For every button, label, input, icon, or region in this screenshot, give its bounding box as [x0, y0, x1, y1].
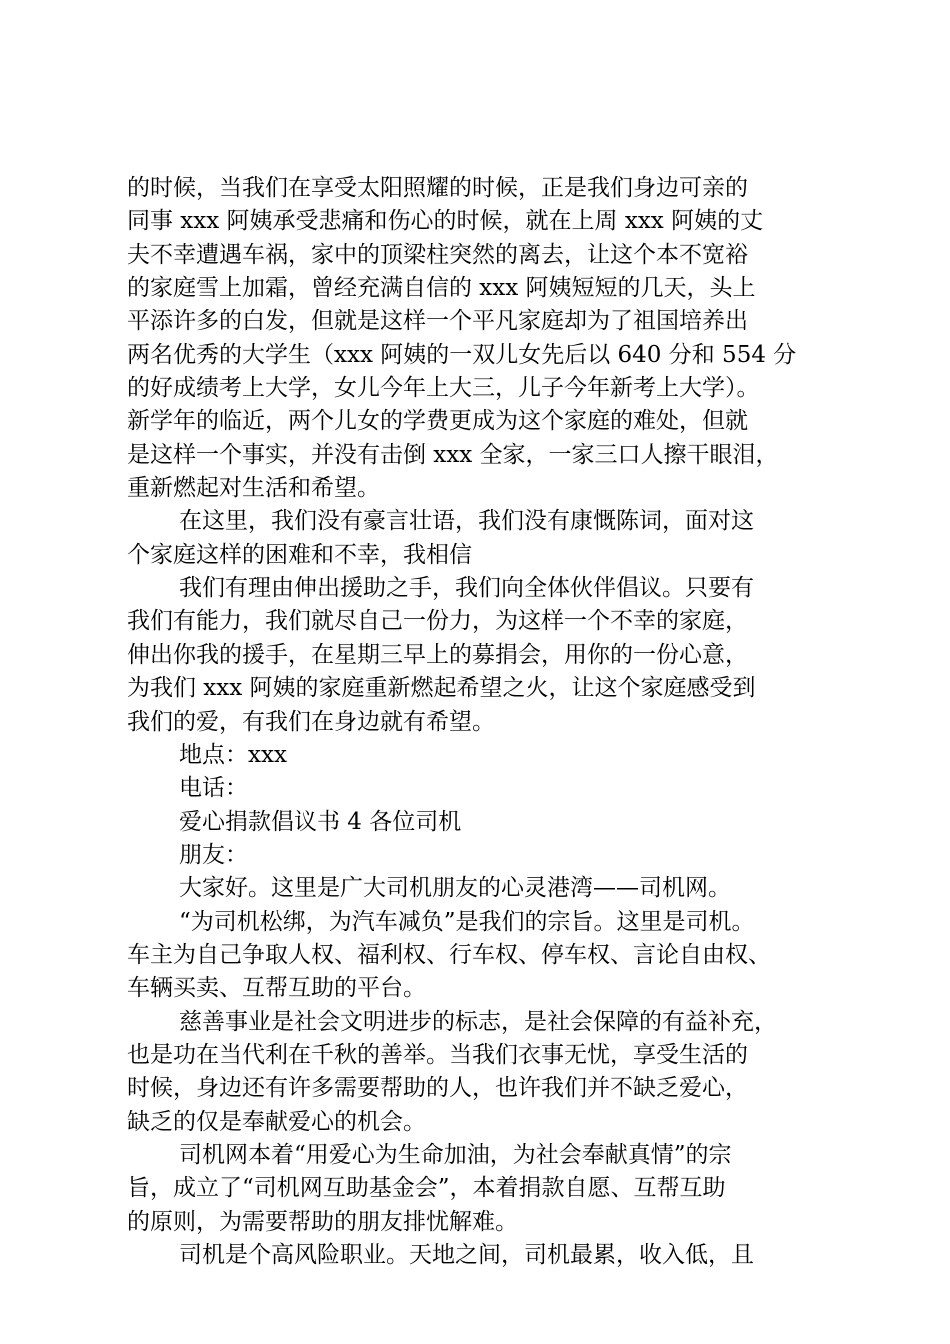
paragraph — [127, 806, 831, 839]
text-line: 也是功在当代利在千秋的善举。当我们衣事无忧，享受生活的 — [127, 1041, 748, 1068]
text-line: 车主为自己争取人权、福利权、行车权、停车权、言论自由权、 — [127, 941, 771, 968]
text-line: 夫不幸遭遇车祸，家中的顶梁柱突然的离去，让这个本不宽裕 — [127, 241, 748, 268]
text-line: 爱心捐款倡议书 4 各位司机 — [179, 808, 462, 835]
text-line: 地点：xxx — [179, 741, 287, 768]
text-line: 电话： — [179, 775, 248, 802]
text-line: 缺乏的仅是奉献爱心的机会。 — [127, 1108, 426, 1135]
text-line: 我们有理由伸出援助之手，我们向全体伙伴倡议。只要有 — [179, 575, 754, 602]
text-line: 朋友： — [179, 841, 248, 868]
paragraph — [127, 906, 831, 1006]
text-line: 为我们 xxx 阿姨的家庭重新燃起希望之火，让这个家庭感受到 — [127, 675, 756, 702]
text-line: 在这里，我们没有豪言壮语，我们没有康慨陈词，面对这 — [179, 508, 754, 535]
text-line: 司机网本着“用爱心为生命加油，为社会奉献真情”的宗 — [179, 1141, 732, 1168]
text-line: 伸出你我的援手，在星期三早上的募捐会，用你的一份心意， — [127, 641, 748, 668]
text-line: “为司机松绑，为汽车减负”是我们的宗旨。这里是司机。 — [179, 908, 755, 935]
text-line: 我们的爱，有我们在身边就有希望。 — [127, 708, 495, 735]
text-line: 重新燃起对生活和希望。 — [127, 475, 380, 502]
text-line: 新学年的临近，两个儿女的学费更成为这个家庭的难处，但就 — [127, 408, 748, 435]
text-line: 平添许多的白发，但就是这样一个平凡家庭却为了祖国培养出 — [127, 308, 748, 335]
text-line: 是这样一个事实，并没有击倒 xxx 全家，一家三口人擦干眼泪， — [127, 441, 779, 468]
text-line: 司机是个高风险职业。天地之间，司机最累，收入低，且 — [179, 1242, 754, 1268]
text-line: 同事 xxx 阿姨承受悲痛和伤心的时候，就在上周 xxx 阿姨的丈 — [127, 208, 764, 235]
text-line: 车辆买卖、互帮互助的平台。 — [127, 975, 426, 1002]
text-line: 旨，成立了“司机网互助基金会”，本着捐款自愿、互帮互助 — [127, 1175, 726, 1202]
text-line: 大家好。这里是广大司机朋友的心灵港湾——司机网。 — [179, 875, 731, 902]
text-line: 的好成绩考上大学，女儿今年上大三，儿子今年新考上大学）。 — [127, 375, 760, 402]
text-line: 个家庭这样的困难和不幸，我相信 — [127, 541, 472, 568]
text-line: 的时候，当我们在享受太阳照耀的时候，正是我们身边可亲的 — [127, 175, 748, 201]
paragraph — [127, 1139, 831, 1239]
paragraph — [127, 739, 831, 772]
text-line: 的家庭雪上加霜，曾经充满自信的 xxx 阿姨短短的几天，头上 — [127, 275, 756, 302]
text-line: 我们有能力，我们就尽自己一份力，为这样一个不幸的家庭， — [127, 608, 748, 635]
text-line: 时候，身边还有许多需要帮助的人，也许我们并不缺乏爱心， — [127, 1075, 748, 1102]
paragraph — [127, 505, 831, 572]
text-line: 两名优秀的大学生（xxx 阿姨的一双儿女先后以 640 分和 554 分 — [127, 341, 797, 368]
paragraph — [127, 572, 831, 739]
paragraph — [127, 839, 831, 872]
text-line: 慈善事业是社会文明进步的标志，是社会保障的有益补充， — [179, 1008, 777, 1035]
paragraph — [127, 172, 831, 505]
paragraph — [127, 1006, 831, 1139]
paragraph — [127, 1239, 831, 1272]
paragraph — [127, 872, 831, 905]
text-line: 的原则，为需要帮助的朋友排忧解难。 — [127, 1208, 518, 1235]
paragraph — [127, 772, 831, 805]
document-body — [127, 172, 831, 1272]
